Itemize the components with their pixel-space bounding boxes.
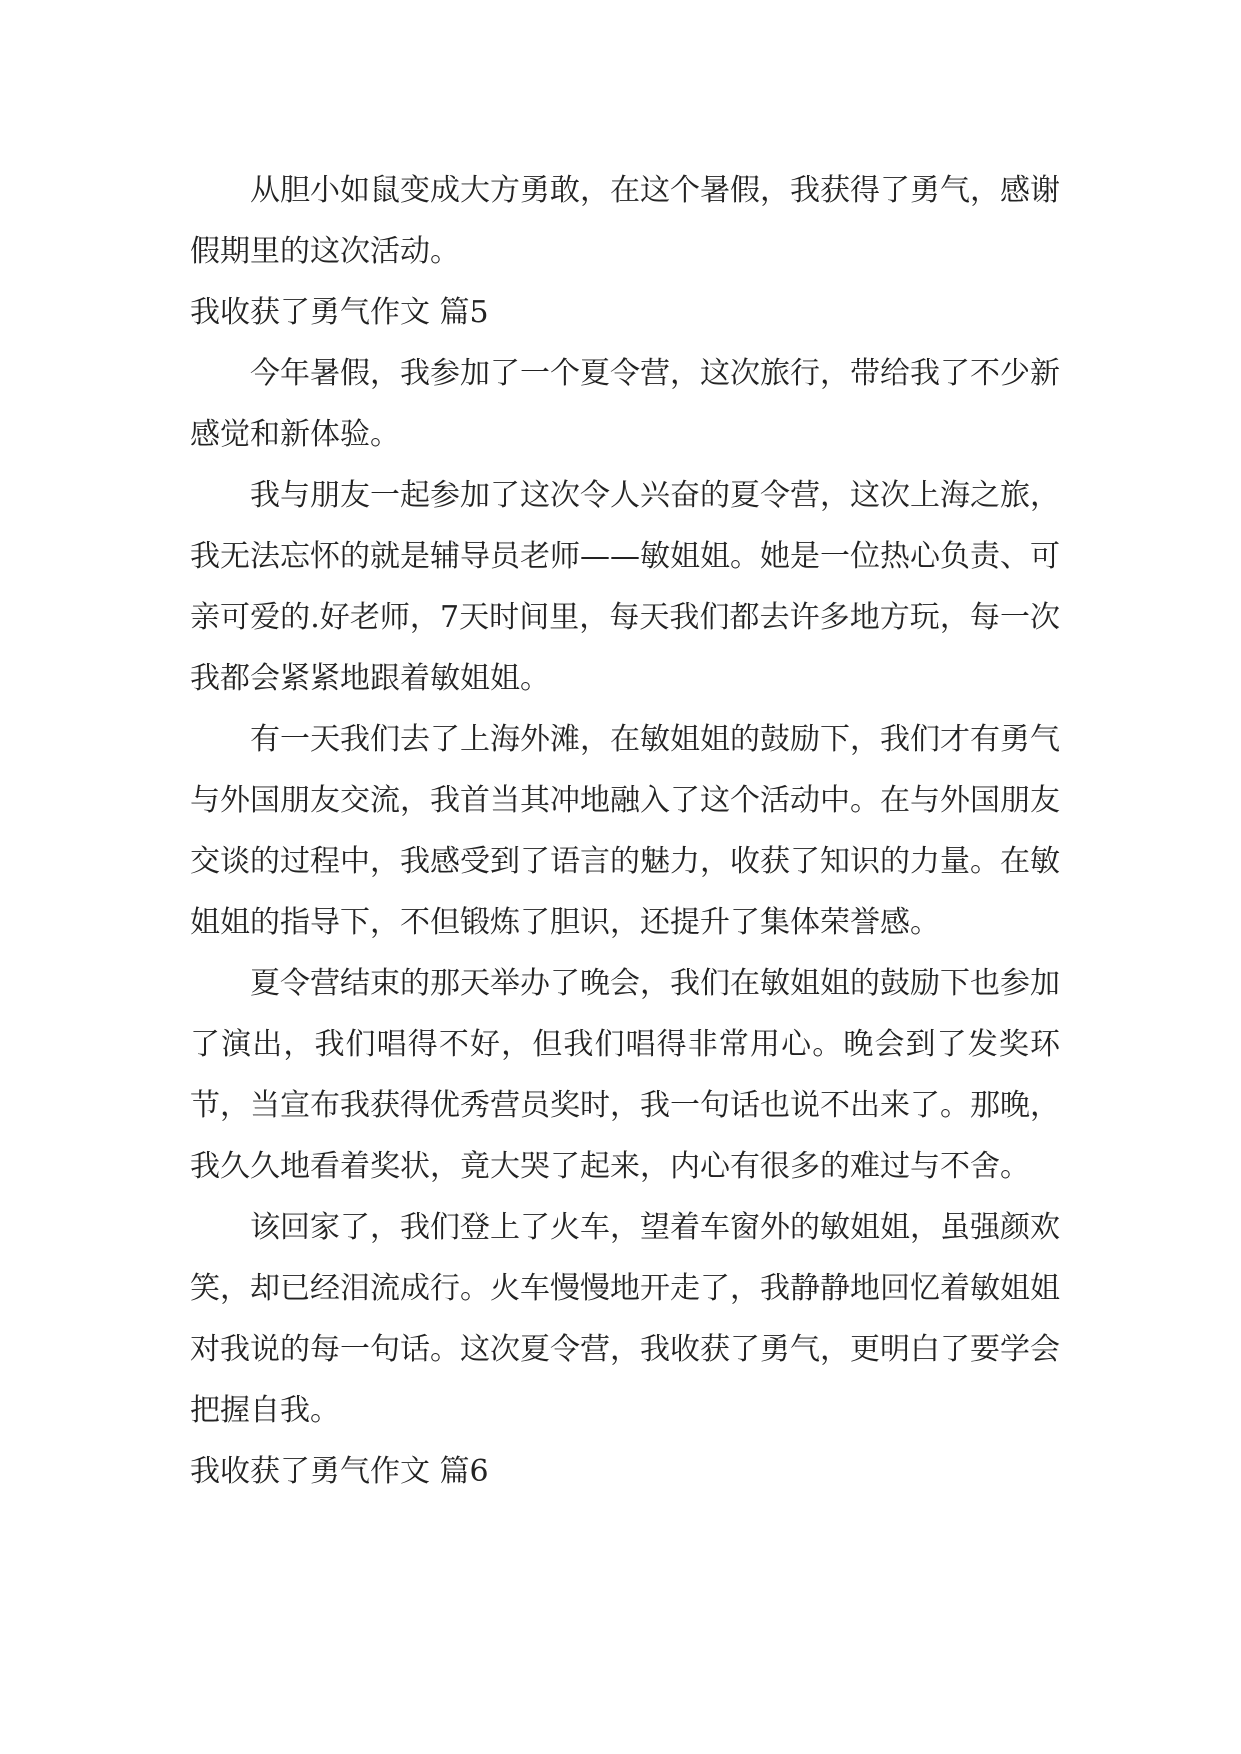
paragraph-conclusion: 从胆小如鼠变成大方勇敢，在这个暑假，我获得了勇气，感谢假期里的这次活动。 xyxy=(190,173,1060,269)
paragraph-party: 夏令营结束的那天举办了晚会，我们在敏姐姐的鼓励下也参加了演出，我们唱得不好，但我们唱得非常用心。晚会到了发奖环节，当宣布我获得优秀营员奖时，我一句话也说不出来了。那晚，我久久地看着奖状，竟大哭了起来，内心有很多的难过与不舍。 xyxy=(190,966,1060,1184)
section-heading-6: 我收获了勇气作文 篇6 xyxy=(190,1454,489,1489)
document-body xyxy=(190,160,1060,1502)
paragraph-counselor: 我与朋友一起参加了这次令人兴奋的夏令营，这次上海之旅，我无法忘怀的就是辅导员老师——敏姐姐。她是一位热心负责、可亲可爱的.好老师，7天时间里，每天我们都去许多地方玩，每一次我都会紧紧地跟着敏姐姐。 xyxy=(190,478,1060,696)
paragraph-bund: 有一天我们去了上海外滩，在敏姐姐的鼓励下，我们才有勇气与外国朋友交流，我首当其冲地融入了这个活动中。在与外国朋友交谈的过程中，我感受到了语言的魅力，收获了知识的力量。在敏姐姐的指导下，不但锻炼了胆识，还提升了集体荣誉感。 xyxy=(190,722,1060,940)
paragraph-farewell: 该回家了，我们登上了火车，望着车窗外的敏姐姐，虽强颜欢笑，却已经泪流成行。火车慢慢地开走了，我静静地回忆着敏姐姐对我说的每一句话。这次夏令营，我收获了勇气，更明白了要学会把握自我。 xyxy=(190,1210,1060,1428)
section-heading-5: 我收获了勇气作文 篇5 xyxy=(190,295,489,330)
paragraph-intro: 今年暑假，我参加了一个夏令营，这次旅行，带给我了不少新感觉和新体验。 xyxy=(190,356,1060,452)
